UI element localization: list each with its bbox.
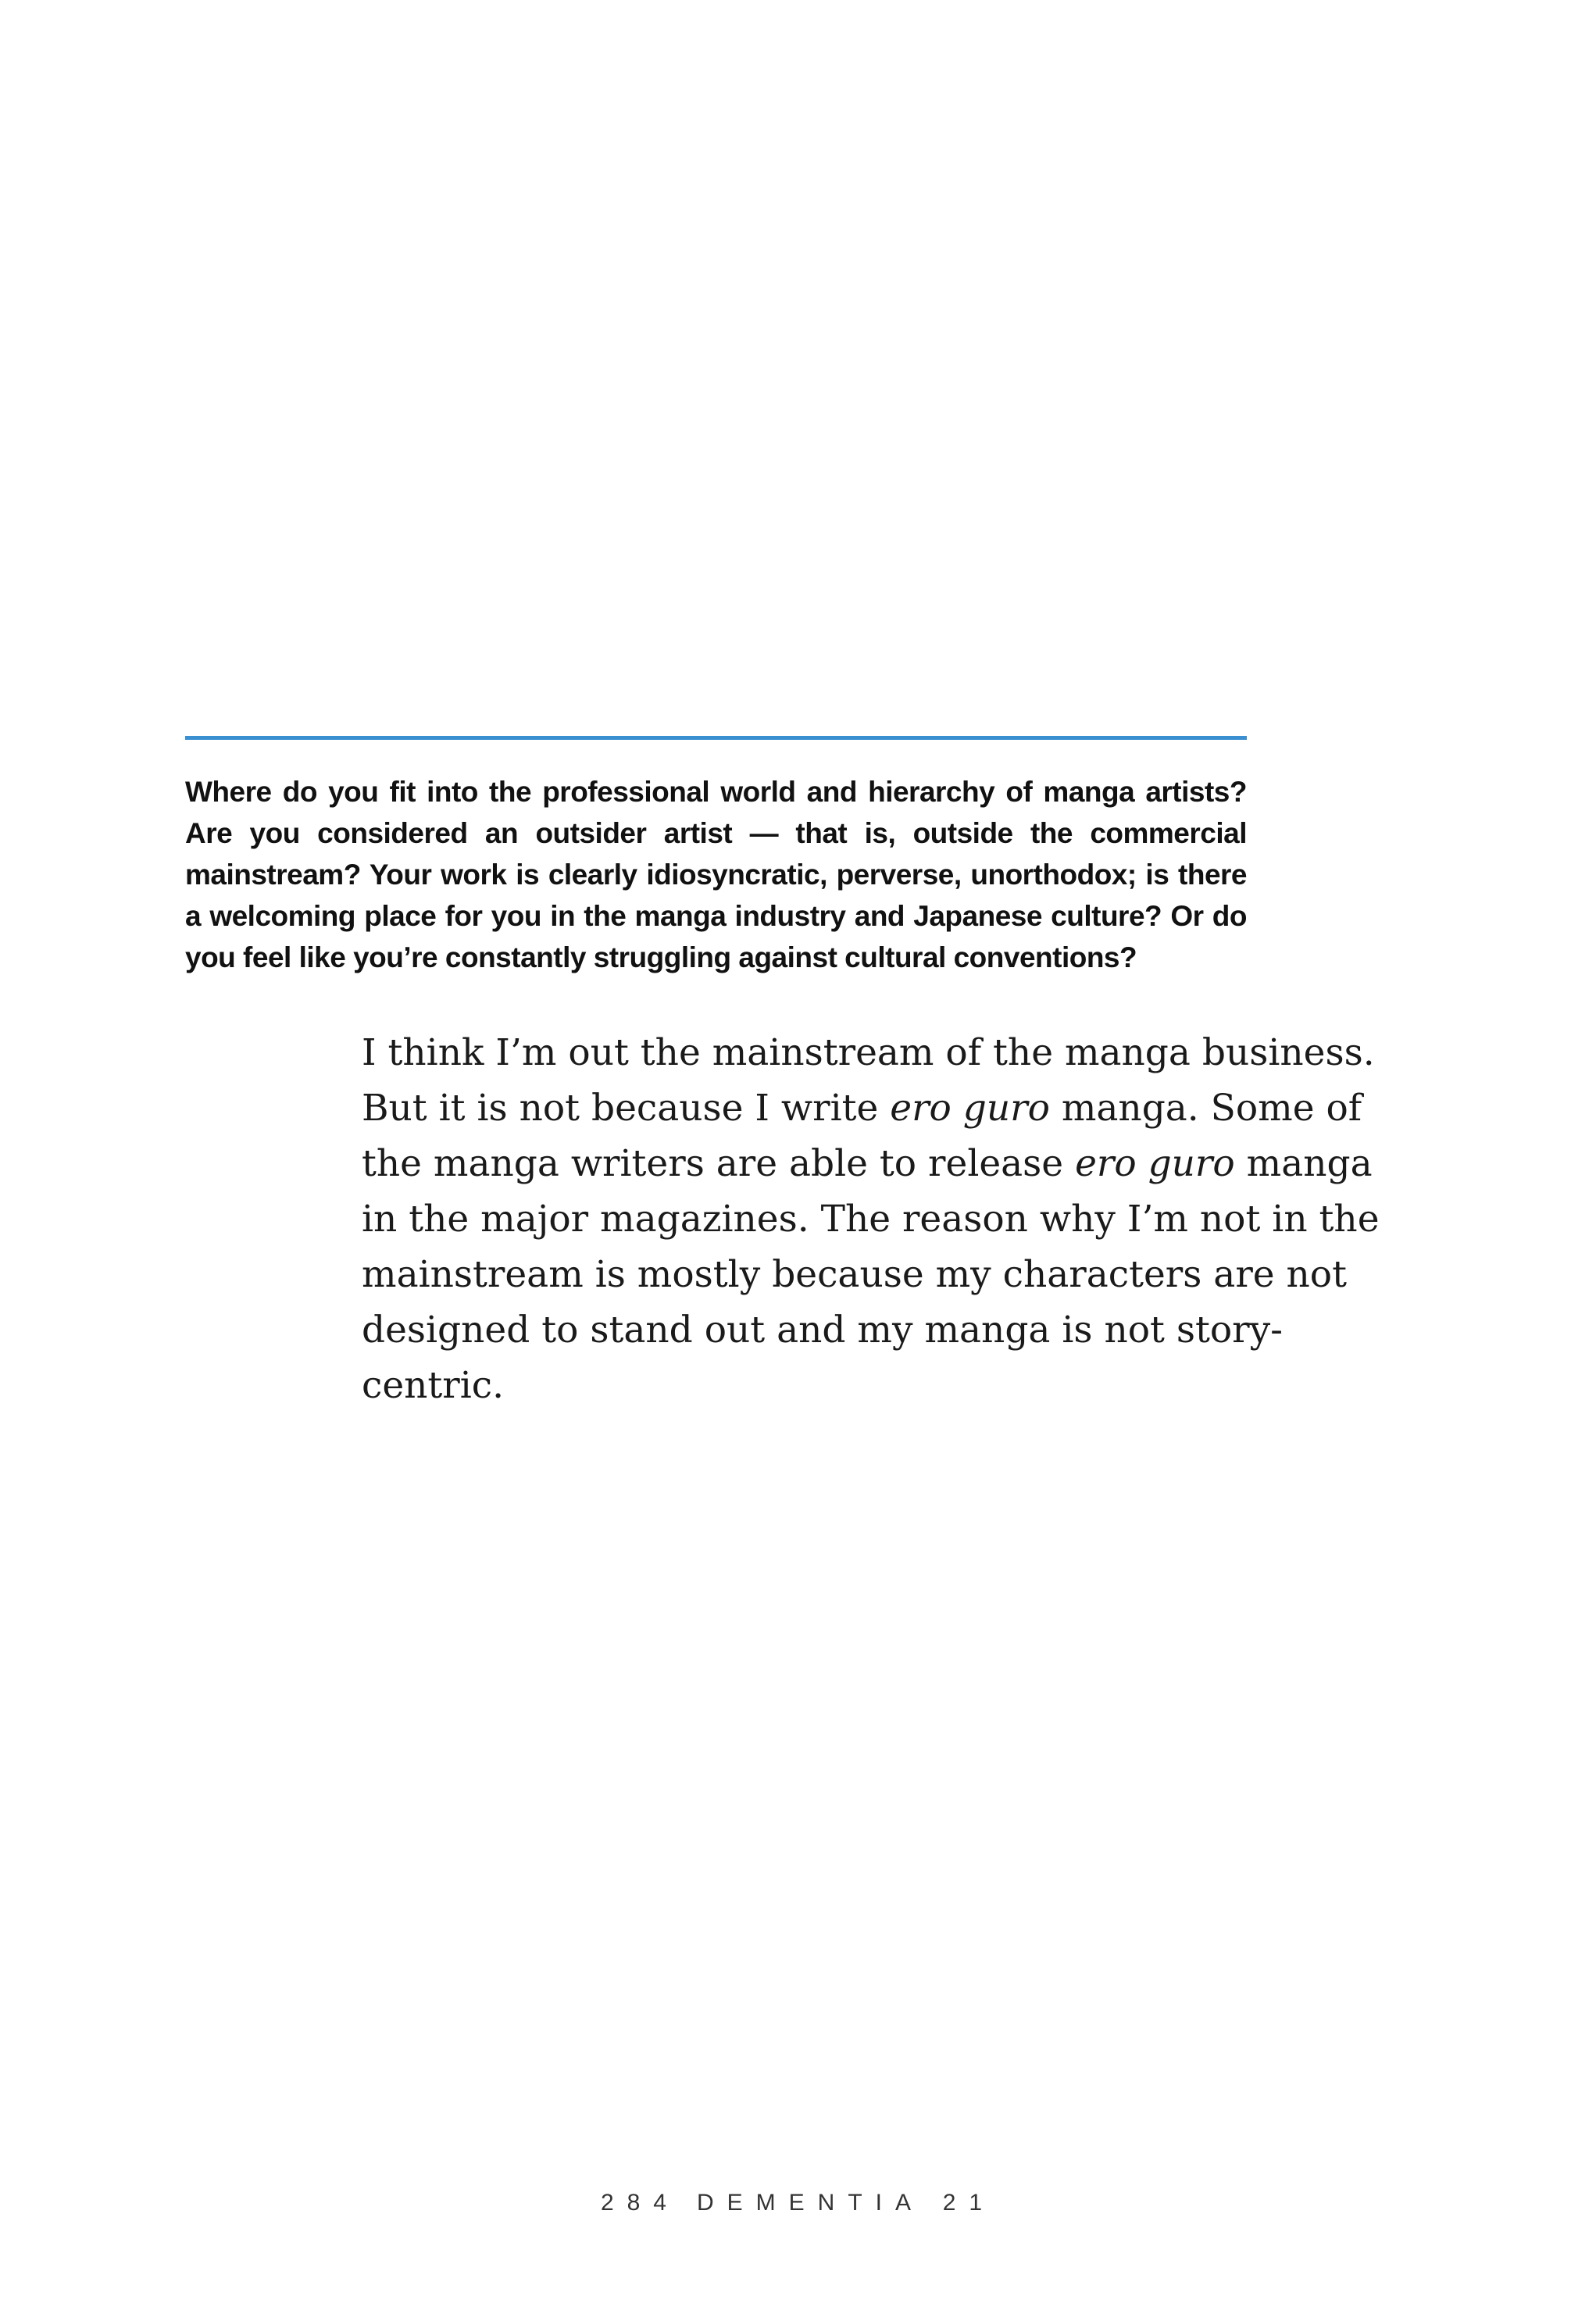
page-number: 284 — [600, 2190, 680, 2216]
answer-italic-term-2: ero guro — [1075, 1142, 1235, 1185]
answer-text-2: manga. Some of the manga writers are able to release — [362, 1087, 1362, 1185]
section-divider-rule — [185, 736, 1247, 740]
page-footer — [0, 2190, 1596, 2216]
interview-answer — [362, 1025, 1409, 1413]
answer-text-3: manga in the major magazines. The reason why I’m not in the mainstream is mostly because my characters are not designed to stand out and my manga is not story-centric. — [362, 1142, 1380, 1407]
answer-italic-term-1: ero guro — [890, 1087, 1050, 1130]
interview-question: Where do you fit into the professional world and hierarchy of manga artists? Are you considered an outsider artist — that is, outside the commercial mainstream? Your work is clearly idiosyncratic, perverse, unorthodox; is there a welcoming place for you in the manga industry and Japanese culture? Or do you feel like you’re constantly struggling against cultural conventions? — [185, 776, 1247, 973]
answer-text-1: I think I’m out the mainstream of the manga business. But it is not because I write — [362, 1031, 1375, 1130]
publication-title: DEMENTIA 21 — [697, 2190, 996, 2216]
